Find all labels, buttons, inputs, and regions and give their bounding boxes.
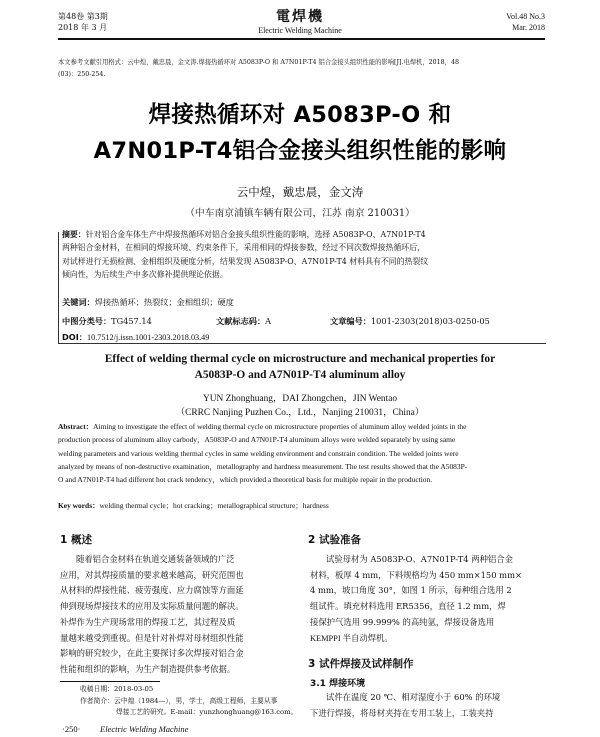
author-bio-1: 作者简介：云中煌（1984—），男，学士，高级工程师，主要从事	[80, 697, 278, 705]
section-1-line: 伸到现场焊接技术的应用及实际质量问题的解决。	[60, 601, 244, 612]
section-2-body	[310, 552, 546, 646]
section-1-line: 应用，对其焊接质量的要求越来越高，研究范围也	[60, 569, 244, 580]
section-3-1-heading: 3.1 焊接环境	[310, 679, 366, 689]
affiliation-en: （CRRC Nanjing Puzhen Co.，Ltd.，Nanjing 210031，China）	[175, 408, 425, 418]
section-2-line: 组试件。填充材料选用 ER5356，直径 1.2 mm，焊	[310, 601, 506, 612]
section-1-line: 性能和组织的影响，为生产制造提供参考依据。	[60, 663, 236, 674]
received-date: 收稿日期：2018-03-05	[80, 685, 154, 693]
section-2-line: KEMPPI 半自动焊机。	[310, 633, 393, 643]
article-label: 文章编号：	[330, 316, 371, 326]
author-bio-2: 焊接工艺的研究。E-mail：yunzhonghuang@163.com。	[116, 708, 298, 716]
title-cn-line-1: 焊接热循环对 A5083P-O 和	[148, 102, 452, 128]
citation-line-2: (03)：250-254.	[58, 71, 106, 78]
clc-label: 中图分类号：	[62, 316, 112, 326]
keywords-en-label: Key words：	[58, 501, 100, 510]
keywords-en	[58, 500, 545, 511]
abstract-cn-line: 对试样进行无损检测、金相组织及硬度分析，结果发现 A5083P-O、A7N01P-T4 材料具有不同的热裂纹	[62, 256, 429, 266]
journal-logo: 電焊機	[276, 9, 324, 25]
header-date-en: Mar. 2018	[512, 23, 545, 32]
abstract-en-line: O and A7N01P-T4 had different hot crack tendency，which provided a theoretical basis for multiple repair in the production.	[58, 475, 433, 485]
section-1-line: 影响的研究较少，在此主要探讨多次焊接对铝合金	[60, 648, 244, 659]
abstract-en-label: Abstract：	[58, 422, 94, 431]
keywords-cn-label: 关键词：	[62, 297, 95, 307]
clc-number	[62, 316, 152, 327]
section-3-line: 试件在温度 20 ℃、相对湿度小于 60% 的环境	[326, 692, 501, 702]
keywords-cn-text: 焊接热循环；热裂纹；金相组织；硬度	[94, 297, 234, 307]
affiliation-cn: （中车南京浦镇车辆有限公司，江苏 南京 210031）	[185, 208, 415, 219]
abstract-en-line: Aiming to investigate the effect of welding thermal cycle on microstructure properties of aluminum alloy welded joints in the	[93, 422, 467, 431]
doc-label: 文献标志码：	[216, 316, 266, 326]
section-1-line: 从材料的焊接性能、疲劳强度、应力腐蚀等方面延	[60, 585, 244, 596]
doc-value: A	[265, 316, 272, 326]
section-1-line: 量越来越受到重视。但是针对补焊对母材组织性能	[60, 632, 244, 643]
header-volume-en: Vol.48 No.3	[506, 12, 545, 21]
abstract-cn-line: 针对铝合金车体生产中焊接热循环对铝合金接头组织性能的影响，选择 A5083P-O、A7N01P-T4	[85, 230, 426, 239]
doi-label: DOI：	[62, 332, 87, 342]
page-number: ·250·	[62, 724, 81, 734]
header-date-cn: 2018 年 3 月	[58, 23, 108, 32]
section-3-body	[310, 690, 546, 721]
section-3-line: 下进行焊接，将母材夹持在专用工装上，工装夹持	[310, 707, 494, 718]
footnote-rule	[60, 681, 160, 682]
header-rule	[58, 38, 545, 40]
authors-en: YUN Zhonghuang，DAI Zhongchen，JIN Wentao	[202, 394, 398, 404]
section-2-heading: 2 试验准备	[308, 534, 361, 546]
title-cn-line-2: A7N01P-T4铝合金接头组织性能的影响	[93, 138, 507, 164]
footer-journal: Electric Welding Machine	[100, 724, 189, 734]
section-3-heading: 3 试件焊接及试样制作	[308, 658, 414, 670]
keywords-en-text: welding thermal cycle；hot cracking；metallographical structure；hardness	[99, 501, 329, 510]
document-code	[216, 316, 271, 327]
clc-value: TG457.14	[111, 316, 152, 326]
doi	[62, 332, 209, 343]
section-2-line: 接保护气选用 99.999% 的高纯氩，焊接设备选用	[310, 616, 495, 627]
article-number	[330, 316, 490, 327]
abstract-en	[58, 420, 545, 486]
article-value: 1001-2303(2018)03-0250-05	[370, 316, 490, 326]
abstract-cn-line: 两种铝合金材料，在相同的焊接环境、约束条件下，采用相同的焊接参数，经过不同次数焊接热循环后，	[62, 243, 425, 253]
abstract-cn-label: 摘要：	[62, 230, 86, 239]
section-2-line: 材料，板厚 4 mm，下料规格均为 450 mm×150 mm×	[310, 569, 522, 580]
title-en-line-1: Effect of welding thermal cycle on microstructure and mechanical properties for	[104, 353, 496, 365]
header-journal-en: Electric Welding Machine	[258, 26, 342, 35]
section-1-body	[60, 552, 297, 678]
section-1-heading: 1 概述	[60, 534, 92, 546]
citation-line-1: 本文参考文献引用格式：云中煌，戴忠晨，金文涛.焊接热循环对 A5083P-O 和 A7N01P-T4 铝合金接头组织性能的影响[J].电焊机，2018，48	[58, 59, 459, 66]
abstract-cn-line: 倾向性，为后续生产中多次修补提供理论依据。	[62, 270, 228, 280]
header-volume-cn: 第48卷 第3期	[58, 12, 108, 21]
abstract-en-line: welding parameters and various welding thermal cycles in same welding environment and constrain condition. The welded joints were	[58, 448, 459, 458]
keywords-cn	[62, 297, 546, 308]
authors-cn: 云中煌，戴忠晨，金文涛	[236, 185, 364, 199]
abstract-cn	[62, 228, 546, 282]
section-2-line: 试验母材为 A5083P-O、A7N01P-T4 两种铝合金	[326, 554, 513, 564]
section-2-line: 4 mm，坡口角度 30°，如图 1 所示，每种组合选用 2	[310, 585, 512, 596]
doi-value: 10.7512/j.issn.1001-2303.2018.03.49	[87, 333, 210, 342]
section-1-line: 补焊作为生产现场常用的焊接工艺，其过程及质	[60, 616, 236, 627]
title-en-line-2: A5083P-O and A7N01P-T4 aluminum alloy	[194, 369, 406, 381]
abstract-en-line: analyzed by means of non-destructive examination，metallography and hardness measurement. The test results showed that the A5083P-	[58, 461, 468, 471]
section-1-line: 随着铝合金材料在轨道交通装备领域的广泛	[76, 554, 235, 564]
abstract-en-line: production process of aluminum alloy carbody，A5083P-O and A7N01P-T4 aluminum alloys were welded separately by using same	[58, 435, 456, 445]
